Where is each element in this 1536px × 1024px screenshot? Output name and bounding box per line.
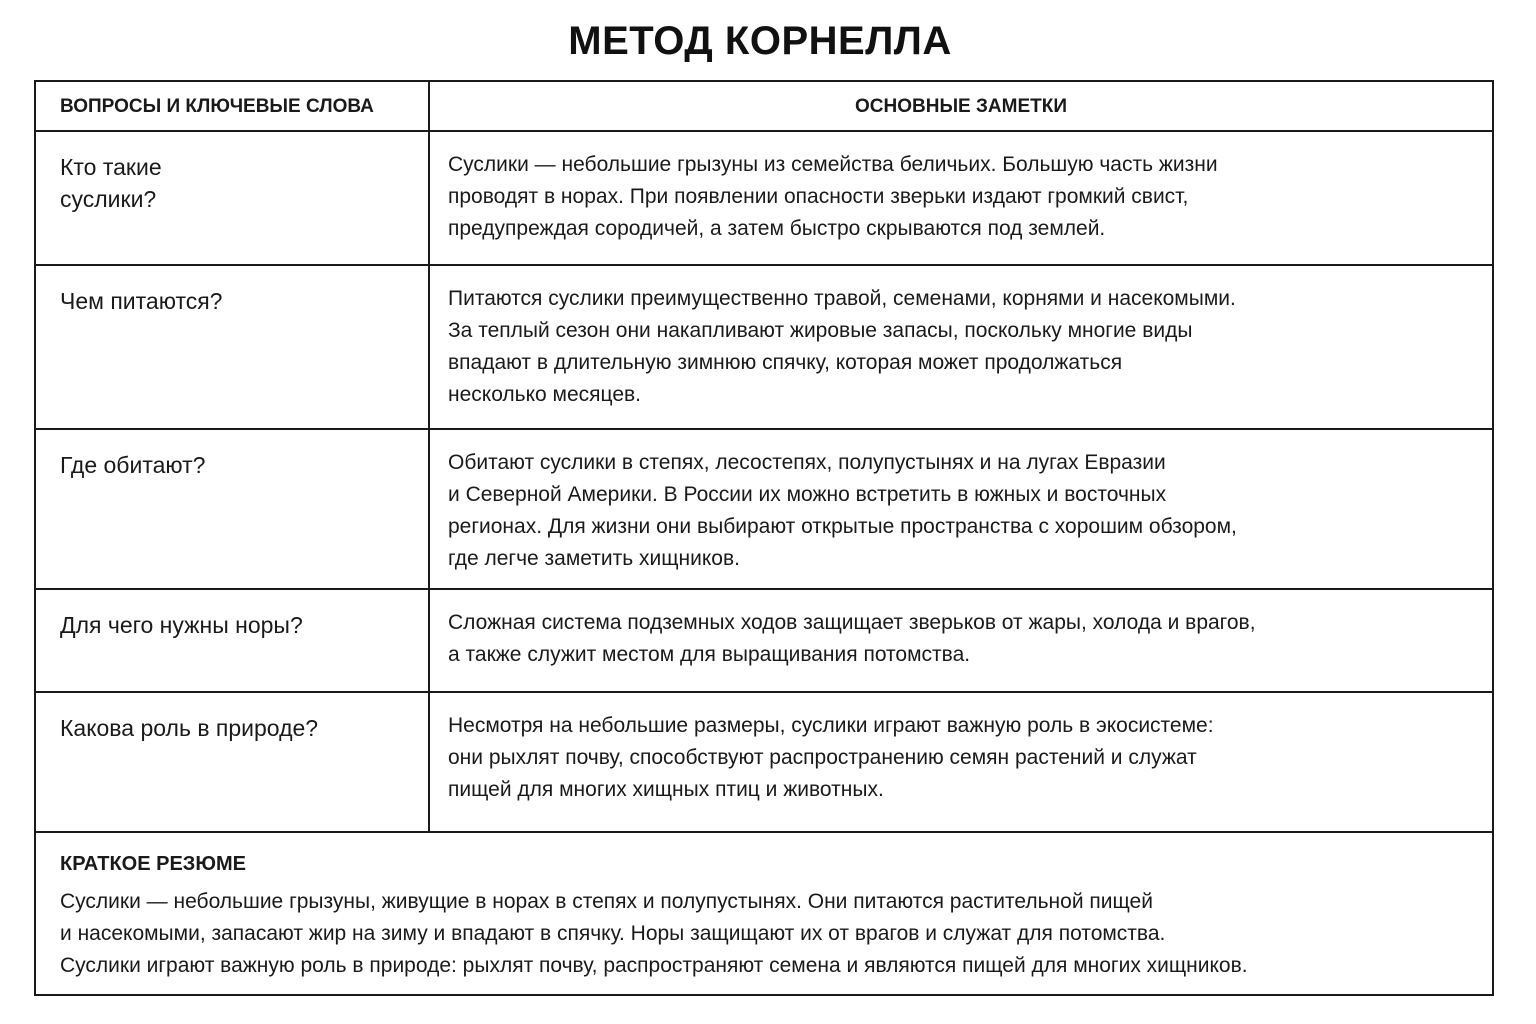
note-line: несколько месяцев.: [448, 383, 641, 406]
summary-line: и насекомыми, запасают жир на зиму и впадают в спячку. Норы защищают их от врагов и служат для потомства.: [60, 922, 1166, 945]
table-header-row: [36, 82, 1492, 132]
question-cell: [36, 590, 430, 691]
note-cell: [430, 430, 1492, 588]
table-row: [36, 693, 1492, 833]
table-row: [36, 430, 1492, 590]
note-cell: [430, 590, 1492, 691]
question-text: [60, 609, 420, 641]
summary-line: Суслики играют важную роль в природе: рыхлят почву, распространяют семена и являются пищей для многих хищников.: [60, 954, 1248, 977]
question-cell: [36, 266, 430, 428]
note-line: предупреждая сородичей, а затем быстро скрываются под землей.: [448, 217, 1106, 240]
question-cell: [36, 430, 430, 588]
note-line: пищей для многих хищных птиц и животных.: [448, 778, 884, 801]
note-cell: [430, 132, 1492, 264]
note-text: [448, 710, 1408, 806]
table-row: [36, 132, 1492, 266]
note-text: [448, 149, 1408, 245]
note-cell: [430, 266, 1492, 428]
note-line: Питаются суслики преимущественно травой, семенами, корнями и насекомыми.: [448, 287, 1236, 310]
note-line: Сложная система подземных ходов защищает зверьков от жары, холода и врагов,: [448, 611, 1256, 634]
question-cell: [36, 132, 430, 264]
question-line: Где обитают?: [60, 452, 206, 478]
header-questions-label: ВОПРОСЫ И КЛЮЧЕВЫЕ СЛОВА: [60, 96, 374, 117]
note-line: они рыхлят почву, способствуют распространению семян растений и служат: [448, 746, 1197, 769]
table-row: [36, 266, 1492, 430]
note-line: впадают в длительную зимнюю спячку, которая может продолжаться: [448, 351, 1123, 374]
note-line: а также служит местом для выращивания потомства.: [448, 643, 971, 666]
note-text: [448, 447, 1408, 575]
note-line: где легче заметить хищников.: [448, 547, 740, 570]
note-line: регионах. Для жизни они выбирают открытые пространства с хорошим обзором,: [448, 515, 1237, 538]
summary-text: [60, 886, 1248, 982]
note-line: и Северной Америки. В России их можно встретить в южных и восточных: [448, 483, 1167, 506]
summary-line: Суслики — небольшие грызуны, живущие в норах в степях и полупустынях. Они питаются растительной пищей: [60, 890, 1153, 913]
note-cell: [430, 693, 1492, 831]
question-line: Для чего нужны норы?: [60, 612, 303, 638]
note-line: проводят в норах. При появлении опасности зверьки издают громкий свист,: [448, 185, 1189, 208]
header-cell-questions: [36, 82, 430, 130]
note-line: Обитают суслики в степях, лесостепях, полупустынях и на лугах Евразии: [448, 451, 1166, 474]
note-line: За теплый сезон они накапливают жировые запасы, поскольку многие виды: [448, 319, 1193, 342]
note-line: Суслики — небольшие грызуны из семейства беличьих. Большую часть жизни: [448, 153, 1218, 176]
question-line: Какова роль в природе?: [60, 715, 319, 741]
note-text: [448, 607, 1408, 671]
cornell-notes-table: [34, 80, 1494, 996]
summary-title: КРАТКОЕ РЕЗЮМЕ: [60, 853, 246, 875]
table-row: [36, 590, 1492, 693]
question-line: суслики?: [60, 186, 157, 212]
question-line: Кто такие: [60, 154, 162, 180]
question-line: Чем питаются?: [60, 288, 223, 314]
note-text: [448, 283, 1408, 411]
question-text: [60, 449, 260, 481]
question-text: [60, 285, 260, 317]
header-notes-label: ОСНОВНЫЕ ЗАМЕТКИ: [855, 96, 1067, 117]
header-cell-notes: [430, 82, 1492, 130]
question-text: [60, 151, 260, 215]
summary-section: [36, 832, 1492, 994]
page-title: МЕТОД КОРНЕЛЛА: [568, 19, 952, 63]
note-line: Несмотря на небольшие размеры, суслики играют важную роль в экосистеме:: [448, 714, 1214, 737]
question-text: [60, 712, 420, 744]
question-cell: [36, 693, 430, 831]
